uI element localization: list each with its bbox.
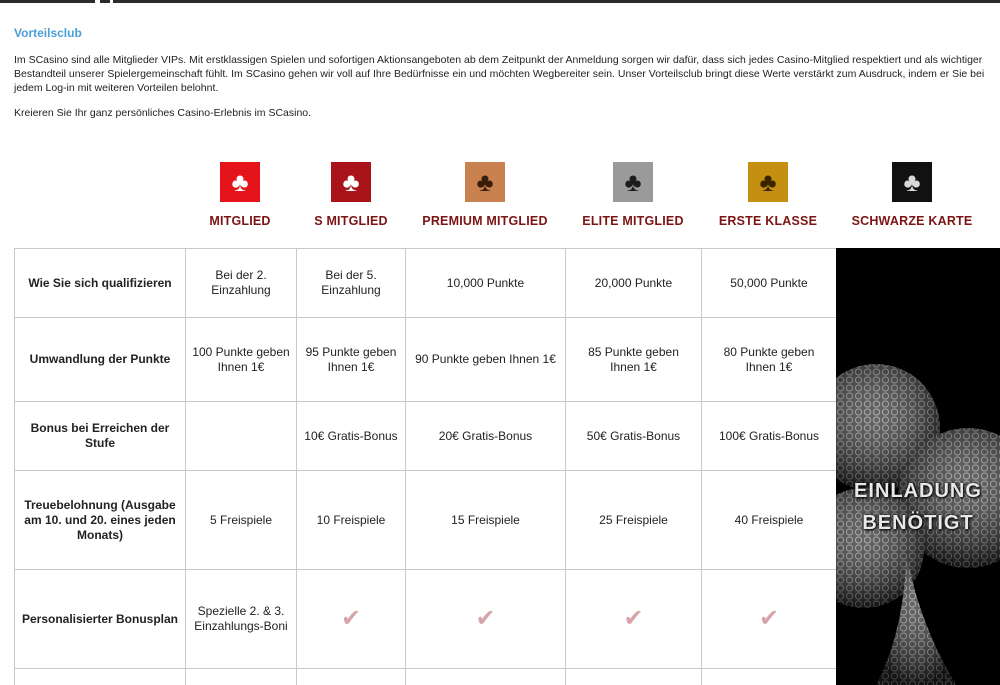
- table-cell: 20€ Gratis-Bonus: [406, 402, 566, 471]
- check-icon: ✔: [297, 570, 406, 669]
- row-header: Treuebelohnung (Ausgabe am 10. und 20. eines jeden Monats): [15, 471, 186, 570]
- row-header: Bonus bei Erreichen der Stufe: [15, 402, 186, 471]
- row-header: Wie Sie sich qualifizieren: [15, 249, 186, 318]
- table-row: [15, 249, 837, 318]
- check-icon: ✔: [702, 570, 837, 669]
- club-icon: ♣: [220, 162, 260, 202]
- top-border-strip: [0, 0, 1000, 3]
- table-cell: 50,000 Punkte: [702, 249, 837, 318]
- table-cell: [186, 402, 297, 471]
- club-mesh-graphic: [836, 248, 1000, 685]
- table-cell: 10€ Gratis-Bonus: [297, 402, 406, 471]
- tier-label: SCHWARZE KARTE: [851, 214, 973, 228]
- table-row: [15, 570, 837, 669]
- intro-paragraph: Im SCasino sind alle Mitglieder VIPs. Mit erstklassigen Spielen und sofortigen Aktionsangeboten ab dem Zeitpunkt der Anmeldung sorgen wir dafür, dass sich jedes Casino-Mitglied respektiert und als wichtiger Bestandteil unserer Spielergemeinschaft fühlt. Im SCasino gehen wir voll auf Ihre Bedürfnisse ein und möchten Wegbereiter sein. Unser Vorteilsclub bringt diese Werte verstärkt zum Ausdruck, indem er Sie bei jedem Log-in mit weiteren Vorteilen belohnt.: [14, 54, 985, 94]
- table-cell: 95 Punkte geben Ihnen 1€: [297, 318, 406, 402]
- table-cell: Bei der 5. Einzahlung: [297, 249, 406, 318]
- club-icon: ♣: [613, 162, 653, 202]
- table-cell: 20,000 Punkte: [566, 249, 702, 318]
- page-title: Vorteilsclub: [14, 26, 82, 40]
- table-cell: 5 Freispiele: [186, 471, 297, 570]
- intro-tagline: Kreieren Sie Ihr ganz persönliches Casino-Erlebnis im SCasino.: [14, 107, 312, 119]
- table-cell: Bei der 2. Einzahlung: [186, 249, 297, 318]
- table-cell: Spezielle 2. & 3. Einzahlungs-Boni: [186, 570, 297, 669]
- tier-schwarze-karte: [817, 162, 1000, 228]
- table-cell: 90 Punkte geben Ihnen 1€: [406, 318, 566, 402]
- table-cell: 40 Freispiele: [702, 471, 837, 570]
- table-cell: 100 Punkte geben Ihnen 1€: [186, 318, 297, 402]
- table-cell: 25 Freispiele: [566, 471, 702, 570]
- tier-label: PREMIUM MITGLIED: [422, 214, 548, 228]
- table-cell: 10 Freispiele: [297, 471, 406, 570]
- tier-label: S MITGLIED: [314, 214, 388, 228]
- invitation-line1: EINLADUNG: [854, 480, 982, 502]
- benefits-table: [14, 248, 837, 685]
- black-card-panel: [836, 248, 1000, 685]
- table-row: [15, 318, 837, 402]
- table-cell: 50€ Gratis-Bonus: [566, 402, 702, 471]
- table-cell: 10,000 Punkte: [406, 249, 566, 318]
- table-cell: 85 Punkte geben Ihnen 1€: [566, 318, 702, 402]
- club-icon: ♣: [748, 162, 788, 202]
- club-icon: ♣: [331, 162, 371, 202]
- diamond-club-icon: ♣: [892, 162, 932, 202]
- check-icon: ✔: [566, 570, 702, 669]
- check-icon: ✔: [406, 570, 566, 669]
- invitation-line2: BENÖTIGT: [862, 512, 974, 534]
- table-row: [15, 669, 837, 685]
- table-row: [15, 471, 837, 570]
- table-cell: 15 Freispiele: [406, 471, 566, 570]
- tier-label: ERSTE KLASSE: [718, 214, 818, 228]
- tier-label: ELITE MITGLIED: [582, 214, 684, 228]
- row-header: Umwandlung der Punkte: [15, 318, 186, 402]
- table-cell: 100€ Gratis-Bonus: [702, 402, 837, 471]
- row-header: Personalisierter Bonusplan: [15, 570, 186, 669]
- club-icon: ♣: [465, 162, 505, 202]
- tier-label: MITGLIED: [209, 214, 271, 228]
- table-cell: 80 Punkte geben Ihnen 1€: [702, 318, 837, 402]
- table-row: [15, 402, 837, 471]
